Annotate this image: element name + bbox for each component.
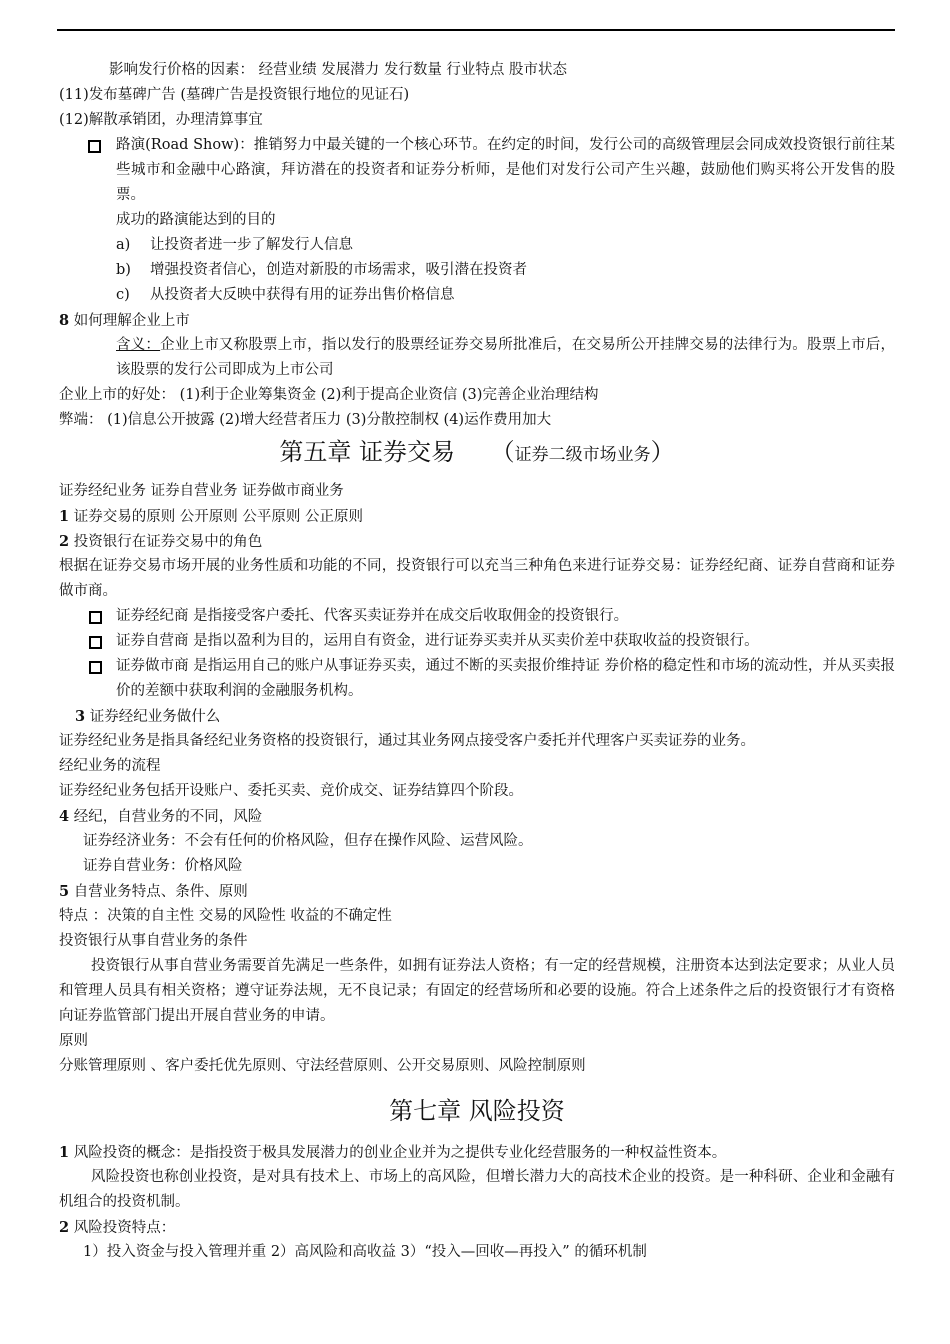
chapter-title: 第七章 风险投资 bbox=[389, 1097, 565, 1125]
paragraph: 证券自营业务：价格风险 bbox=[83, 858, 243, 874]
roadshow-goal-title: 成功的路演能达到的目的 bbox=[116, 212, 276, 228]
section-number: 2 bbox=[59, 1219, 70, 1236]
goal-item-b bbox=[59, 258, 895, 283]
bullet-dealer bbox=[59, 629, 895, 654]
checkbox-bullet-icon bbox=[89, 611, 102, 624]
section-heading bbox=[59, 504, 895, 529]
definition-label: 含义： bbox=[116, 337, 161, 353]
section-title: 如何理解企业上市 bbox=[73, 313, 190, 329]
price-factors-line: 影响发行价格的因素： 经营业绩 发展潜力 发行数量 行业特点 股市状态 bbox=[109, 62, 568, 78]
section-heading bbox=[59, 1140, 895, 1165]
chapter-title: 第五章 证券交易 bbox=[279, 438, 455, 466]
subheading: 原则 bbox=[59, 1033, 88, 1049]
bullet-text: 证券做市商 是指运用自己的账户从事证券买卖，通过不断的买卖报价维持证 券价格的稳定性和市场的流动性，并从买卖报价的差额中获取利润的金融服务机构。 bbox=[116, 658, 895, 699]
checkbox-bullet-icon bbox=[89, 636, 102, 649]
list-marker: b) bbox=[116, 262, 131, 278]
paragraph: 投资银行从事自营业务需要首先满足一些条件，如拥有证券法人资格；有一定的经营规模，注册资本达到法定要求；从业人员和管理人员具有相关资格；遵守证券法规，无不良记录；有固定的经营场所和必要的设施。符合上述条件之后的投资银行才有资格向证券监管部门提出开展自营业务的申请。 bbox=[59, 958, 895, 1024]
paragraph: 证券经济业务：不会有任何的价格风险，但存在操作风险、运营风险。 bbox=[83, 833, 533, 849]
section-number: 4 bbox=[59, 808, 70, 825]
section-title: 风险投资特点： bbox=[73, 1220, 176, 1236]
list-marker: c) bbox=[116, 287, 130, 303]
definition-text: 企业上市又称股票上市，指以发行的股票经证券交易所批准后，在交易所公开挂牌交易的法律行为。股票上市后，该股票的发行公司即成为上市公司 bbox=[116, 337, 895, 378]
section-number: 1 bbox=[59, 508, 70, 525]
goal-item-c bbox=[59, 283, 895, 308]
section-number: 2 bbox=[59, 533, 70, 550]
section-number: 3 bbox=[75, 708, 86, 725]
listing-pros: 企业上市的好处： (1)利于企业筹集资金 (2)利于提高企业资信 (3)完善企业治理结构 bbox=[59, 387, 599, 403]
section-heading bbox=[59, 879, 895, 904]
dissolve-syndicate-line: (12)解散承销团，办理清算事宜 bbox=[59, 112, 263, 128]
section-number: 5 bbox=[59, 883, 70, 900]
document-body bbox=[59, 58, 895, 1265]
roadshow-bullet bbox=[59, 133, 895, 208]
bullet-market-maker bbox=[59, 654, 895, 704]
chapter5-heading bbox=[59, 433, 895, 471]
section-title: 投资银行在证券交易中的角色 bbox=[73, 534, 263, 550]
bullet-text: 证券经纪商 是指接受客户委托、代客买卖证券并在成交后收取佣金的投资银行。 bbox=[116, 608, 629, 624]
goal-text: 增强投资者信心，创造对新股的市场需求，吸引潜在投资者 bbox=[150, 262, 527, 278]
section-heading bbox=[59, 308, 895, 333]
section-number: 8 bbox=[59, 312, 70, 329]
bullet-text: 证券自营商 是指以盈利为目的，运用自有资金，进行证券买卖并从买卖价差中获取收益的投资银行。 bbox=[116, 633, 759, 649]
paragraph: 风险投资也称创业投资，是对具有技术上、市场上的高风险，但增长潜力大的高技术企业的投资。是一种科研、企业和金融有机组合的投资机制。 bbox=[59, 1169, 895, 1210]
paragraph: 证券经纪业务是指具备经纪业务资格的投资银行，通过其业务网点接受客户委托并代理客户买卖证券的业务。 bbox=[59, 733, 755, 749]
section-title: 风险投资的概念：是指投资于极具发展潜力的创业企业并为之提供专业化经营服务的一种权益性资本。 bbox=[73, 1145, 727, 1161]
subheading: 经纪业务的流程 bbox=[59, 758, 161, 774]
section-number: 1 bbox=[59, 1144, 70, 1161]
section-title: 经纪，自营业务的不同，风险 bbox=[73, 809, 263, 825]
header-rule bbox=[57, 29, 895, 31]
section-heading bbox=[59, 704, 895, 729]
listing-definition bbox=[59, 333, 895, 383]
listing-cons: 弊端： (1)信息公开披露 (2)增大经营者压力 (3)分散控制权 (4)运作费用加大 bbox=[59, 412, 552, 428]
paragraph: 1）投入资金与投入管理并重 2）高风险和高收益 3）“投入—回收—再投入” 的循环机制 bbox=[83, 1244, 647, 1260]
section-heading bbox=[59, 529, 895, 554]
section-title: 证券经纪业务做什么 bbox=[89, 709, 221, 725]
paragraph: 根据在证券交易市场开展的业务性质和功能的不同，投资银行可以充当三种角色来进行证券交易：证券经纪商、证券自营商和证券做市商。 bbox=[59, 558, 895, 599]
checkbox-bullet-icon bbox=[88, 140, 101, 153]
section-title: 证券交易的原则 公开原则 公平原则 公正原则 bbox=[73, 509, 364, 525]
bullet-broker bbox=[59, 604, 895, 629]
tombstone-ad-line: (11)发布墓碑广告 (墓碑广告是投资银行地位的见证石) bbox=[59, 87, 410, 103]
roadshow-text: 路演(Road Show)：推销努力中最关键的一个核心环节。在约定的时间，发行公司的高级管理层会同成效投资银行前往某些城市和金融中心路演，拜访潜在的投资者和证券分析师，是他们对发行公司产生兴趣，鼓励他们购买将公开发售的股票。 bbox=[116, 137, 895, 203]
paragraph: 特点 ：决策的自主性 交易的风险性 收益的不确定性 bbox=[59, 908, 392, 924]
chapter7-heading bbox=[59, 1092, 895, 1130]
section-title: 自营业务特点、条件、原则 bbox=[73, 884, 248, 900]
goal-item-a bbox=[59, 233, 895, 258]
section-heading bbox=[59, 804, 895, 829]
paragraph: 证券经纪业务包括开设账户、委托买卖、竞价成交、证券结算四个阶段。 bbox=[59, 783, 523, 799]
chapter-subtitle: 证券二级市场业务 bbox=[514, 445, 651, 465]
chapter5-intro: 证券经纪业务 证券自营业务 证券做市商业务 bbox=[59, 483, 344, 499]
goal-text: 从投资者大反映中获得有用的证券出售价格信息 bbox=[150, 287, 455, 303]
subtitle-open: （ bbox=[490, 438, 515, 466]
subheading: 投资银行从事自营业务的条件 bbox=[59, 933, 248, 949]
goal-text: 让投资者进一步了解发行人信息 bbox=[150, 237, 353, 253]
checkbox-bullet-icon bbox=[89, 661, 102, 674]
list-marker: a) bbox=[116, 237, 131, 253]
paragraph: 分账管理原则 、客户委托优先原则、守法经营原则、公开交易原则、风险控制原则 bbox=[59, 1058, 586, 1074]
subtitle-close: ） bbox=[650, 438, 675, 466]
section-heading bbox=[59, 1215, 895, 1240]
